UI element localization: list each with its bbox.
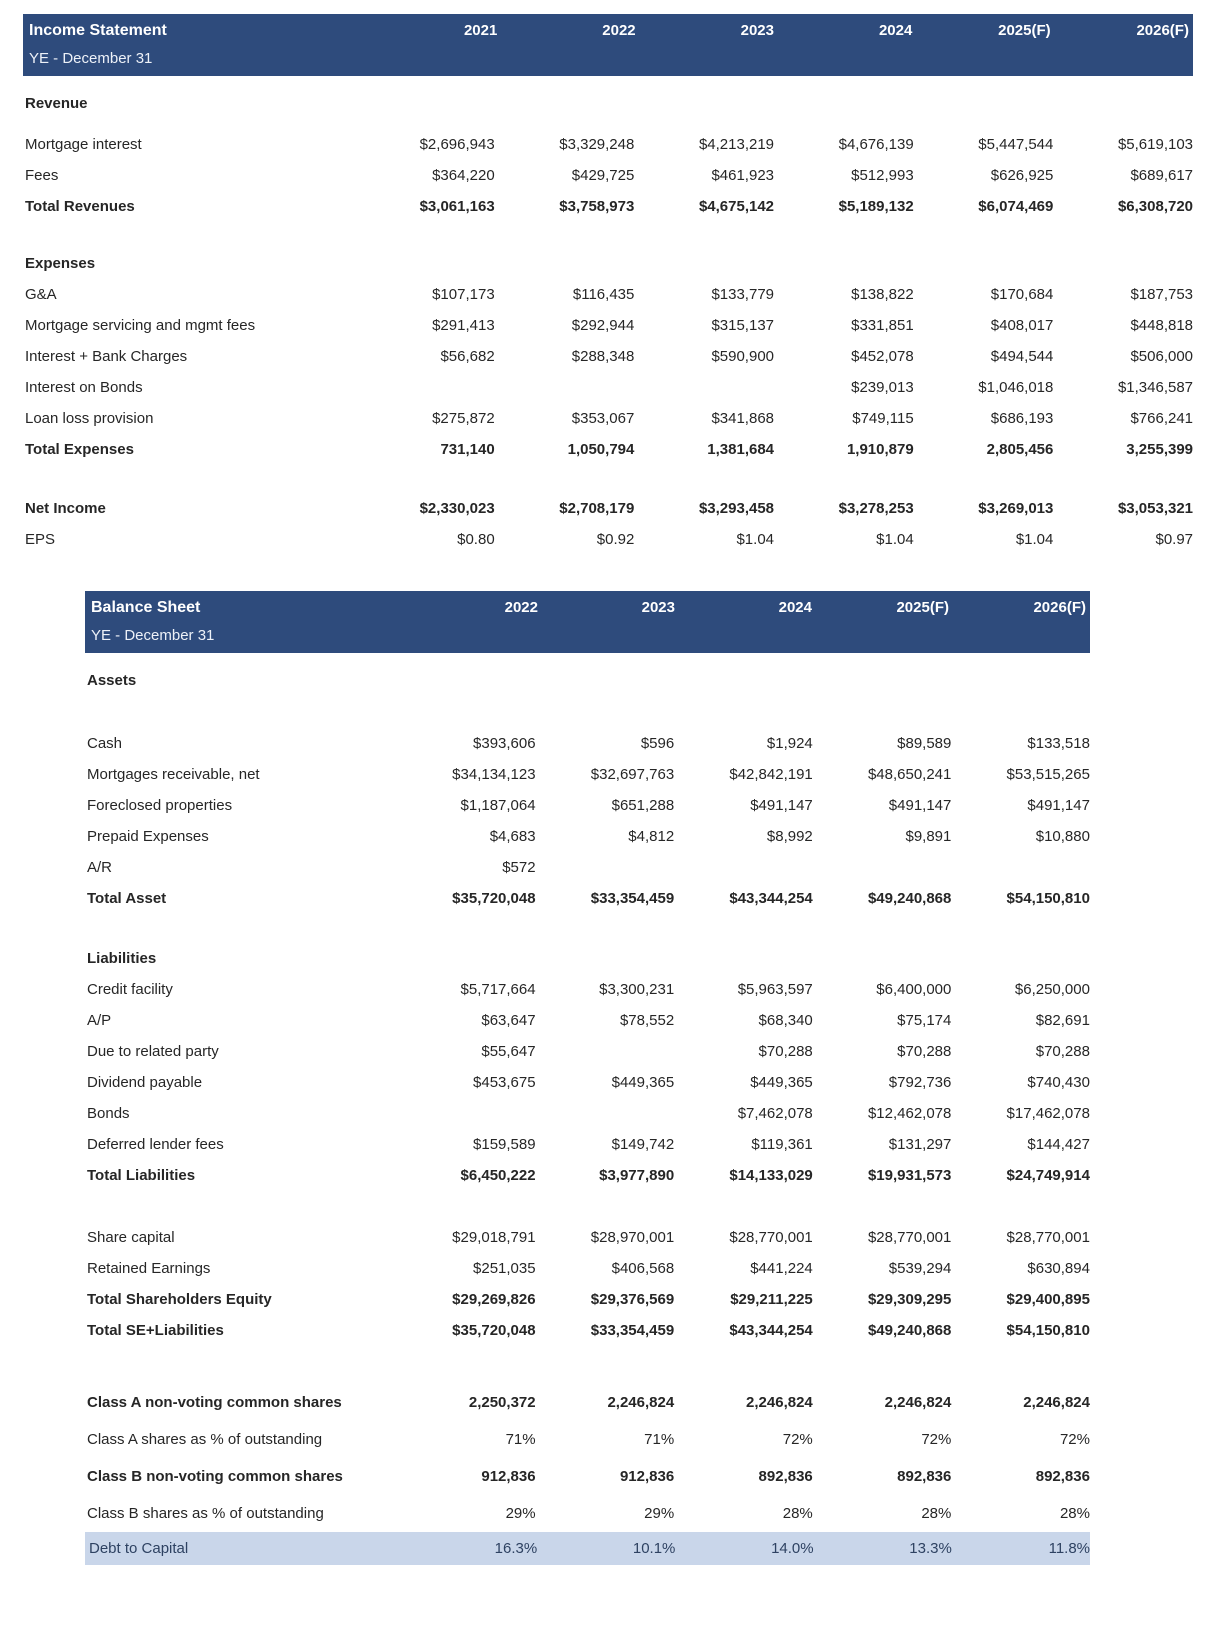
cell-value: $149,742 (611, 1136, 675, 1153)
table-row (85, 790, 1090, 821)
column-header: 2024 (878, 22, 913, 39)
cell-value: $1,187,064 (460, 797, 536, 814)
cell-value: $539,294 (888, 1260, 952, 1277)
balance-sheet-header (85, 591, 1090, 653)
cell-value: $5,189,132 (838, 198, 914, 215)
column-header: 2023 (740, 22, 774, 39)
row-label: Expenses (25, 255, 96, 272)
cell-value: $364,220 (432, 167, 495, 184)
cell-value: $3,977,890 (599, 1167, 675, 1184)
table-row (85, 1253, 1090, 1284)
column-header: 2025(F) (896, 599, 949, 616)
cell-value: $6,074,469 (978, 198, 1054, 215)
table-row (85, 665, 1090, 696)
cell-value: 72% (782, 1431, 813, 1448)
row-label: Total Shareholders Equity (87, 1291, 272, 1308)
cell-value: $491,147 (1027, 797, 1090, 814)
cell-value: $491,147 (750, 797, 813, 814)
table-row (85, 821, 1090, 852)
cell-value: 912,836 (619, 1468, 675, 1485)
cell-value: 16.3% (494, 1540, 538, 1557)
cell-value: $331,851 (851, 317, 914, 334)
cell-value: $630,894 (1027, 1260, 1090, 1277)
cell-value: 71% (644, 1431, 675, 1448)
cell-value: $28,770,001 (1006, 1229, 1090, 1246)
cell-value: $408,017 (990, 317, 1054, 334)
cell-value: $740,430 (1027, 1074, 1090, 1091)
cell-value: $7,462,078 (737, 1105, 813, 1122)
row-label: Class B shares as % of outstanding (87, 1505, 324, 1522)
cell-value: $0.92 (596, 531, 635, 548)
row-label: Share capital (87, 1229, 175, 1246)
cell-value: 71% (505, 1431, 536, 1448)
balance-sheet-subtitle: YE - December 31 (91, 627, 215, 644)
table-row (85, 1160, 1090, 1191)
cell-value: $596 (640, 735, 675, 752)
cell-value: $1.04 (1015, 531, 1054, 548)
cell-value: $5,717,664 (460, 981, 536, 998)
column-header: 2022 (504, 599, 538, 616)
cell-value: $1.04 (876, 531, 914, 548)
cell-value: $251,035 (473, 1260, 536, 1277)
row-label: Mortgages receivable, net (87, 766, 260, 783)
cell-value: $78,552 (619, 1012, 675, 1029)
table-row (23, 191, 1193, 222)
cell-value: $28,770,001 (867, 1229, 952, 1246)
table-row (85, 728, 1090, 759)
cell-value: 912,836 (481, 1468, 536, 1485)
cell-value: $17,462,078 (1006, 1105, 1090, 1122)
row-label: Cash (87, 735, 123, 752)
cell-value: 892,836 (897, 1468, 952, 1485)
cell-value: 1,050,794 (567, 441, 635, 458)
row-label: Debt to Capital (89, 1540, 189, 1557)
cell-value: $170,684 (990, 286, 1054, 303)
row-label: Interest on Bonds (25, 379, 143, 396)
table-row (85, 1384, 1090, 1421)
column-header: 2025(F) (998, 22, 1051, 39)
row-label: Total Expenses (25, 441, 134, 458)
cell-value: $4,683 (489, 828, 536, 845)
cell-value: $651,288 (611, 797, 675, 814)
cell-value: $315,137 (711, 317, 775, 334)
cell-value: $29,400,895 (1006, 1291, 1090, 1308)
cell-value: $53,515,265 (1006, 766, 1090, 783)
cell-value: $0.97 (1155, 531, 1194, 548)
income-statement-header-label (29, 20, 359, 72)
row-label: Total SE+Liabilities (87, 1322, 224, 1339)
table-row (85, 852, 1090, 883)
cell-value: $144,427 (1027, 1136, 1090, 1153)
spacer-row (85, 1191, 1090, 1222)
cell-value: $187,753 (1130, 286, 1194, 303)
cell-value: $4,213,219 (698, 136, 775, 153)
cell-value: $2,696,943 (419, 136, 495, 153)
cell-value: 28% (1059, 1505, 1090, 1522)
cell-value: $792,736 (888, 1074, 952, 1091)
cell-value: $54,150,810 (1006, 890, 1090, 907)
table-row (85, 1495, 1090, 1532)
cell-value: $572 (502, 859, 536, 876)
row-label: Credit facility (87, 981, 173, 998)
cell-value: $3,758,973 (559, 198, 635, 215)
row-label: Liabilities (87, 950, 157, 967)
cell-value: $54,150,810 (1006, 1322, 1090, 1339)
cell-value: $3,061,163 (419, 198, 495, 215)
cell-value: $29,211,225 (730, 1291, 813, 1308)
cell-value: 14.0% (771, 1540, 814, 1557)
income-statement-table (23, 14, 1193, 555)
cell-value: $6,250,000 (1014, 981, 1090, 998)
cell-value: $461,923 (711, 167, 775, 184)
cell-value: $55,647 (481, 1043, 536, 1060)
cell-value: $70,288 (897, 1043, 952, 1060)
column-header: 2026(F) (1136, 22, 1189, 39)
income-statement-title: Income Statement (29, 22, 167, 39)
table-row (85, 1098, 1090, 1129)
cell-value: $393,606 (473, 735, 536, 752)
cell-value: 10.1% (632, 1540, 676, 1557)
row-label: Mortgage servicing and mgmt fees (25, 317, 256, 334)
cell-value: $8,992 (766, 828, 813, 845)
row-label: G&A (25, 286, 57, 303)
table-row (23, 310, 1193, 341)
cell-value: $42,842,191 (729, 766, 813, 783)
income-statement-subtitle: YE - December 31 (29, 50, 153, 67)
cell-value: $4,812 (628, 828, 675, 845)
cell-value: 72% (921, 1431, 952, 1448)
column-header: 2021 (463, 22, 498, 39)
cell-value: $5,447,544 (978, 136, 1054, 153)
cell-value: 2,246,824 (1023, 1394, 1090, 1411)
table-row (23, 279, 1193, 310)
income-statement-header (23, 14, 1193, 76)
row-label: Prepaid Expenses (87, 828, 209, 845)
cell-value: 28% (782, 1505, 813, 1522)
row-label: Assets (87, 672, 137, 689)
cell-value: $63,647 (481, 1012, 536, 1029)
cell-value: 2,805,456 (986, 441, 1054, 458)
table-row (85, 883, 1090, 914)
column-header: 2022 (602, 22, 636, 39)
cell-value: 72% (1059, 1431, 1090, 1448)
table-row (85, 1129, 1090, 1160)
cell-value: $19,931,573 (867, 1167, 952, 1184)
cell-value: 29% (505, 1505, 536, 1522)
cell-value: $3,269,013 (978, 500, 1054, 517)
cell-value: $4,676,139 (838, 136, 914, 153)
row-label: Deferred lender fees (87, 1136, 224, 1153)
cell-value: $107,173 (432, 286, 495, 303)
row-label: Class B non-voting common shares (87, 1468, 343, 1485)
cell-value: $288,348 (571, 348, 635, 365)
row-label: Due to related party (87, 1043, 219, 1060)
cell-value: $35,720,048 (452, 890, 536, 907)
cell-value: $6,400,000 (876, 981, 952, 998)
cell-value: $749,115 (852, 410, 914, 427)
row-label: EPS (25, 531, 56, 548)
cell-value: 1,910,879 (846, 441, 914, 458)
cell-value: 892,836 (1035, 1468, 1090, 1485)
spacer-row (23, 465, 1193, 493)
cell-value: 11.8% (1048, 1540, 1091, 1557)
cell-value: $82,691 (1035, 1012, 1090, 1029)
cell-value: $341,868 (711, 410, 775, 427)
cell-value: $14,133,029 (729, 1167, 813, 1184)
cell-value: 2,246,824 (884, 1394, 952, 1411)
cell-value: 3,255,399 (1126, 441, 1194, 458)
cell-value: $448,818 (1130, 317, 1194, 334)
row-label: Class A shares as % of outstanding (87, 1431, 323, 1448)
cell-value: $28,970,001 (590, 1229, 675, 1246)
column-header: 2023 (641, 599, 675, 616)
cell-value: $3,300,231 (599, 981, 675, 998)
cell-value: $29,269,826 (452, 1291, 536, 1308)
cell-value: $766,241 (1130, 410, 1194, 427)
cell-value: $6,308,720 (1117, 198, 1194, 215)
row-label: Interest + Bank Charges (25, 348, 188, 365)
cell-value: 28% (921, 1505, 952, 1522)
table-row (23, 372, 1193, 403)
table-row (23, 341, 1193, 372)
cell-value: $75,174 (897, 1012, 952, 1029)
cell-value: $138,822 (851, 286, 914, 303)
row-label: Foreclosed properties (87, 797, 233, 814)
cell-value: $512,993 (851, 167, 914, 184)
row-label: Revenue (25, 95, 88, 112)
cell-value: 2,246,824 (607, 1394, 675, 1411)
row-label: Mortgage interest (25, 136, 142, 153)
table-row (23, 160, 1193, 191)
cell-value: $4,675,142 (698, 198, 775, 215)
cell-value: $353,067 (571, 410, 635, 427)
balance-sheet-header-label (91, 597, 401, 649)
cell-value: $275,872 (432, 410, 495, 427)
cell-value: $452,078 (851, 348, 914, 365)
cell-value: $32,697,763 (590, 766, 675, 783)
cell-value: $68,340 (758, 1012, 813, 1029)
table-row (85, 1222, 1090, 1253)
spacer-row (85, 696, 1090, 728)
cell-value: $1,346,587 (1117, 379, 1194, 396)
cell-value: $10,880 (1035, 828, 1090, 845)
cell-value: $491,147 (888, 797, 952, 814)
cell-value: $0.80 (457, 531, 495, 548)
cell-value: $29,309,295 (867, 1291, 952, 1308)
row-label: Retained Earnings (87, 1260, 211, 1277)
table-row (85, 1532, 1090, 1565)
spacer-row (85, 914, 1090, 943)
table-row (85, 974, 1090, 1005)
cell-value: $2,708,179 (559, 500, 635, 517)
balance-sheet-table (85, 591, 1090, 1565)
cell-value: $406,568 (611, 1260, 675, 1277)
table-row (85, 1005, 1090, 1036)
cell-value: $116,435 (572, 286, 635, 303)
row-label: A/R (87, 859, 113, 876)
cell-value: $1.04 (736, 531, 775, 548)
cell-value: $89,589 (897, 735, 952, 752)
cell-value: $5,619,103 (1117, 136, 1194, 153)
table-row (23, 493, 1193, 524)
cell-value: $292,944 (571, 317, 635, 334)
cell-value: $590,900 (711, 348, 775, 365)
cell-value: $5,963,597 (737, 981, 813, 998)
cell-value: $133,779 (711, 286, 775, 303)
cell-value: 892,836 (758, 1468, 813, 1485)
cell-value: $70,288 (758, 1043, 813, 1060)
cell-value: $43,344,254 (729, 1322, 813, 1339)
cell-value: $48,650,241 (867, 766, 952, 783)
balance-sheet-body (85, 653, 1090, 1565)
row-label: Class A non-voting common shares (87, 1394, 342, 1411)
cell-value: $449,365 (750, 1074, 813, 1091)
cell-value: $239,013 (851, 379, 914, 396)
cell-value: $28,770,001 (729, 1229, 813, 1246)
cell-value: $49,240,868 (867, 1322, 952, 1339)
cell-value: $33,354,459 (590, 890, 675, 907)
row-label: Fees (25, 167, 59, 184)
table-row (85, 1036, 1090, 1067)
cell-value: $9,891 (905, 828, 952, 845)
cell-value: 2,246,824 (746, 1394, 813, 1411)
cell-value: 13.3% (909, 1540, 952, 1557)
table-row (23, 248, 1193, 279)
cell-value: $686,193 (990, 410, 1054, 427)
balance-sheet-title: Balance Sheet (91, 599, 201, 616)
cell-value: $3,329,248 (559, 136, 635, 153)
cell-value: $626,925 (990, 167, 1054, 184)
table-row (85, 1067, 1090, 1098)
cell-value: $70,288 (1035, 1043, 1090, 1060)
row-label: Total Liabilities (87, 1167, 196, 1184)
cell-value: $119,361 (751, 1136, 813, 1153)
cell-value: $43,344,254 (729, 890, 813, 907)
table-row (23, 524, 1193, 555)
cell-value: $3,293,458 (698, 500, 775, 517)
cell-value: $12,462,078 (867, 1105, 952, 1122)
income-statement-body (23, 76, 1193, 555)
cell-value: $133,518 (1027, 735, 1090, 752)
table-row (85, 1315, 1090, 1346)
column-header: 2024 (778, 599, 812, 616)
cell-value: $29,376,569 (590, 1291, 675, 1308)
spacer-row (23, 222, 1193, 248)
cell-value: $34,134,123 (452, 766, 536, 783)
cell-value: $1,924 (766, 735, 813, 752)
cell-value: $429,725 (571, 167, 635, 184)
cell-value: $29,018,791 (452, 1229, 536, 1246)
cell-value: $1,046,018 (978, 379, 1054, 396)
cell-value: 1,381,684 (707, 441, 775, 458)
cell-value: $131,297 (888, 1136, 952, 1153)
cell-value: $291,413 (432, 317, 495, 334)
cell-value: $2,330,023 (419, 500, 495, 517)
column-header: 2026(F) (1033, 599, 1086, 616)
cell-value: $689,617 (1130, 167, 1194, 184)
cell-value: $35,720,048 (452, 1322, 536, 1339)
row-label: Net Income (25, 500, 106, 517)
cell-value: 29% (644, 1505, 675, 1522)
cell-value: $494,544 (990, 348, 1054, 365)
cell-value: $3,053,321 (1117, 500, 1194, 517)
spacer-row (23, 119, 1193, 129)
spacer-row (85, 1346, 1090, 1384)
cell-value: $6,450,222 (460, 1167, 536, 1184)
cell-value: $33,354,459 (590, 1322, 675, 1339)
table-row (85, 759, 1090, 790)
cell-value: $441,224 (750, 1260, 813, 1277)
table-row (85, 943, 1090, 974)
row-label: Loan loss provision (25, 410, 154, 427)
table-row (85, 1458, 1090, 1495)
cell-value: 2,250,372 (468, 1394, 536, 1411)
row-label: Total Asset (87, 890, 167, 907)
cell-value: $159,589 (473, 1136, 536, 1153)
table-row (23, 434, 1193, 465)
cell-value: $56,682 (440, 348, 495, 365)
row-label: Dividend payable (87, 1074, 203, 1091)
cell-value: $24,749,914 (1006, 1167, 1090, 1184)
cell-value: $449,365 (611, 1074, 675, 1091)
row-label: Total Revenues (25, 198, 135, 215)
row-label: Bonds (87, 1105, 130, 1122)
cell-value: $49,240,868 (867, 890, 952, 907)
cell-value: $506,000 (1130, 348, 1194, 365)
cell-value: 731,140 (440, 441, 495, 458)
table-row (85, 1284, 1090, 1315)
table-row (23, 403, 1193, 434)
table-row (23, 129, 1193, 160)
table-row (23, 88, 1193, 119)
cell-value: $453,675 (473, 1074, 536, 1091)
table-row (85, 1421, 1090, 1458)
cell-value: $3,278,253 (838, 500, 914, 517)
row-label: A/P (87, 1012, 112, 1029)
